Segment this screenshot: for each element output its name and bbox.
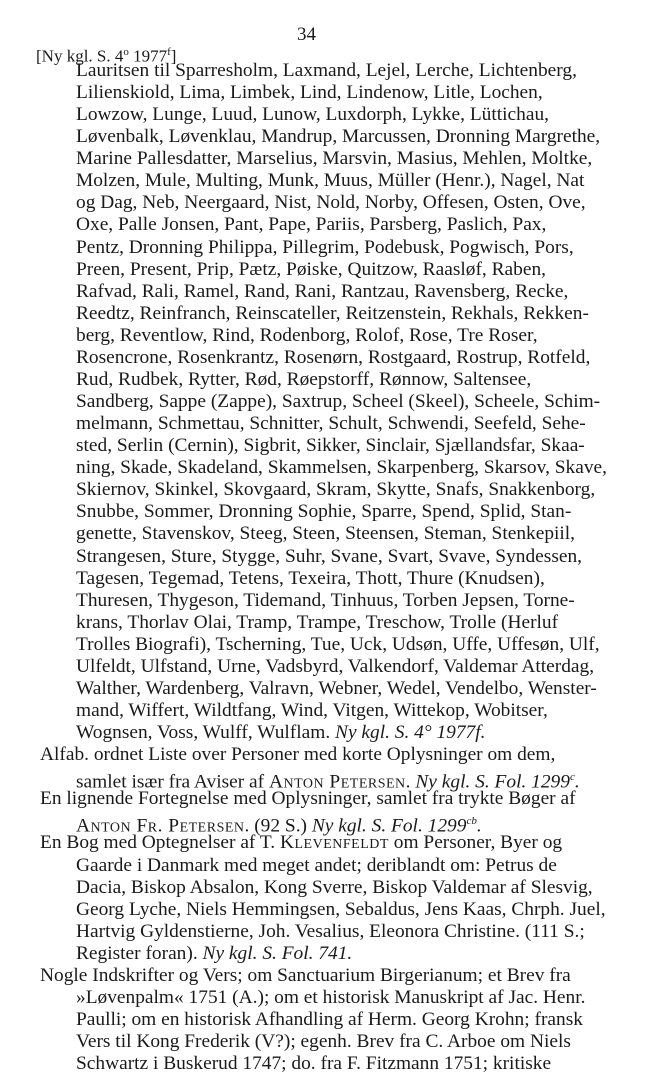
text-line — [76, 192, 586, 214]
line-text: Nogle Indskrifter og Vers; om Sanctuarium Birgerianum; et Brev fra — [40, 964, 571, 986]
line-text: . — [405, 771, 416, 793]
text-line — [76, 899, 606, 921]
line-text: Oxe, Palle Jonsen, Pant, Pape, Pariis, Parsberg, Paslich, Pax, — [76, 214, 547, 236]
line-text: Pentz, Dronning Philippa, Pillegrim, Podebusk, Pogwisch, Pors, — [76, 236, 574, 258]
page-number: 34 — [297, 24, 316, 45]
line-text: Preen, Present, Prip, Pætz, Pøiske, Quitzow, Raasløf, Raben, — [76, 258, 546, 280]
text-line — [76, 634, 600, 656]
shelfmark-degree: o — [123, 46, 129, 58]
text-line — [40, 965, 571, 987]
shelfmark-reference: Ny kgl. S. Fol. 1299 — [415, 771, 570, 793]
line-text: Løvenbalk, Løvenklau, Mandrup, Marcussen, Dronning Margrethe, — [76, 126, 601, 148]
text-line — [76, 148, 592, 170]
text-line — [76, 413, 586, 435]
text-line — [76, 921, 585, 943]
text-line — [76, 722, 486, 744]
line-text: Vers til Kong Frederik (V?); egenh. Brev fra C. Arboe om Niels — [76, 1031, 571, 1053]
line-text: Sandberg, Sappe (Zappe), Saxtrup, Scheel (Skeel), Scheele, Schim- — [76, 391, 601, 413]
text-line — [76, 1031, 571, 1053]
text-line — [76, 369, 531, 391]
line-text: Hartvig Gyldenstierne, Joh. Vesalius, Eleonora Christine. (111 S.; — [76, 920, 585, 942]
text-line — [76, 347, 590, 369]
shelfmark-prefix: [Ny kgl. S. 4 — [36, 46, 124, 66]
line-text: Trolles Biografi), Tscherning, Tue, Uck, Udsøn, Uffe, Uffesøn, Ulf, — [76, 633, 600, 655]
text-line — [76, 391, 600, 413]
text-line — [76, 523, 575, 545]
line-text: Register foran). — [76, 942, 203, 964]
text-line — [76, 259, 546, 281]
line-text: . — [476, 815, 482, 837]
shelfmark-number: 1977 — [128, 46, 168, 66]
text-line — [76, 855, 557, 877]
line-text: genette, Stavenskov, Steeg, Steen, Steensen, Steman, Stenkepiil, — [76, 523, 576, 545]
text-line — [40, 788, 576, 810]
text-line — [76, 325, 538, 347]
text-line — [76, 126, 600, 148]
line-text: En Bog med Optegnelser af T. — [40, 832, 280, 854]
text-line — [76, 457, 607, 479]
text-line — [76, 60, 577, 82]
line-text: Strangesen, Sture, Stygge, Suhr, Svane, Svart, Svave, Syndessen, — [76, 545, 583, 567]
shelfmark-superscript: f — [167, 46, 171, 58]
text-line — [76, 943, 352, 965]
line-text: Rud, Rudbek, Rytter, Rød, Røepstorff, Rønnow, Saltensee, — [76, 368, 532, 390]
line-text: »Løvenpalm« 1751 (A.); om et historisk Manuskript af Jac. Henr. — [76, 986, 586, 1008]
line-text: om Personer, Byer og — [388, 832, 563, 854]
line-text: Thuresen, Thygeson, Tidemand, Tinhuus, Torben Jepsen, Torne- — [76, 589, 575, 611]
line-text: mand, Wiffert, Wildtfang, Wind, Vitgen, Wittekop, Wobitser, — [76, 700, 548, 722]
line-text: Rosencrone, Rosenkrantz, Rosenørn, Rostgaard, Rostrup, Rotfeld, — [76, 346, 591, 368]
text-line — [76, 612, 558, 634]
text-line — [76, 656, 594, 678]
text-line — [40, 832, 562, 854]
text-line — [76, 303, 589, 325]
text-line — [76, 568, 545, 590]
shelfmark-reference: Ny kgl. S. Fol. 1299 — [311, 815, 467, 837]
line-text: Schwartz i Buskerud 1747; do. fra F. Fitzmann 1751; kritiske — [76, 1053, 552, 1075]
text-line — [76, 214, 546, 236]
line-text: Tagesen, Tegemad, Tetens, Texeira, Thott, Thure (Knudsen), — [76, 567, 545, 589]
text-line — [76, 546, 582, 568]
text-line — [76, 104, 549, 126]
text-line — [76, 170, 584, 192]
text-line — [76, 1053, 551, 1075]
shelfmark-reference: Ny kgl. S. 4° 1977f. — [335, 722, 486, 744]
line-text: Molzen, Mule, Multing, Munk, Muus, Müller (Henr.), Nagel, Nat — [76, 170, 585, 192]
line-text: sted, Serlin (Cernin), Sigbrit, Sikker, Sinclair, Sjællandsfar, Skaa- — [76, 435, 585, 457]
line-text: samlet især fra Aviser af — [76, 771, 269, 793]
text-line — [76, 435, 585, 457]
line-text: Marine Pallesdatter, Marselius, Marsvin, Masius, Mehlen, Moltke, — [76, 148, 593, 170]
line-text: Reedtz, Reinfranch, Reinscateller, Reitzenstein, Rekhals, Rekken- — [76, 302, 589, 324]
shelfmark-suffix: ] — [170, 46, 177, 66]
text-line — [76, 700, 548, 722]
line-text: En lignende Fortegnelse med Oplysninger, samlet fra trykte Bøger af — [40, 788, 576, 810]
line-text: melmann, Schmettau, Schnitter, Schult, Schwendi, Seefeld, Sehe- — [76, 413, 586, 435]
shelfmark-superscript: c — [569, 771, 575, 784]
line-text: Skiernov, Skinkel, Skovgaard, Skram, Skytte, Snafs, Snakkenborg, — [76, 479, 596, 501]
shelfmark-superscript: cb — [466, 815, 477, 828]
line-text: ning, Skade, Skadeland, Skammelsen, Skarpenberg, Skarsov, Skave, — [76, 457, 607, 479]
text-line — [40, 744, 555, 766]
text-line — [76, 678, 597, 700]
line-text: krans, Thorlav Olai, Tramp, Trampe, Treschow, Trolle (Herluf — [76, 611, 559, 633]
line-text: Georg Lyche, Niels Hemmingsen, Sebaldus, Jens Kaas, Chrph. Juel, — [76, 898, 606, 920]
line-text: Lauritsen til Sparresholm, Laxmand, Lejel, Lerche, Lichtenberg, — [76, 60, 577, 81]
line-text: . — [574, 771, 580, 793]
text-line — [76, 1009, 583, 1031]
line-text: Lowzow, Lunge, Luud, Lunow, Luxdorph, Lykke, Lüttichau, — [76, 104, 549, 126]
text-line — [76, 479, 595, 501]
line-text: Gaarde i Danmark med meget andet; deriblandt om: Petrus de — [76, 854, 557, 876]
author-name: Anton Fr. Petersen — [76, 815, 245, 837]
line-text: Snubbe, Sommer, Dronning Sophie, Sparre, Spend, Splid, Stan- — [76, 501, 572, 523]
line-text: Lilienskiold, Lima, Limbek, Lind, Lindenow, Litle, Lochen, — [76, 82, 543, 104]
shelfmark-reference: Ny kgl. S. Fol. 741. — [202, 942, 353, 964]
line-text: Ulfeldt, Ulfstand, Urne, Vadsbyrd, Valkendorf, Valdemar Atterdag, — [76, 655, 595, 677]
line-text: Alfab. ordnet Liste over Personer med korte Oplysninger om dem, — [40, 744, 556, 766]
line-text: Walther, Wardenberg, Valravn, Webner, Wedel, Vendelbo, Wenster- — [76, 677, 597, 699]
line-text: og Dag, Neb, Neergaard, Nist, Nold, Norby, Offesen, Osten, Ove, — [76, 192, 586, 214]
author-name: Anton Petersen — [268, 771, 406, 793]
line-text: Wognsen, Voss, Wulff, Wulflam. — [76, 722, 336, 744]
line-text: Dacia, Biskop Absalon, Kong Sverre, Biskop Valdemar af Slesvig, — [76, 876, 593, 898]
line-text: berg, Reventlow, Rind, Rodenborg, Rolof, Rose, Tre Roser, — [76, 324, 538, 346]
text-line — [76, 237, 574, 259]
text-line — [76, 82, 543, 104]
text-line — [76, 987, 585, 1009]
text-line — [76, 281, 568, 303]
author-name: Klevenfeldt — [280, 832, 389, 854]
text-line — [76, 877, 593, 899]
line-text: Paulli; om en historisk Afhandling af Herm. Georg Krohn; fransk — [76, 1009, 583, 1030]
line-text: . (92 S.) — [244, 815, 312, 837]
line-text: Rafvad, Rali, Ramel, Rand, Rani, Rantzau, Ravensberg, Recke, — [76, 280, 569, 302]
text-line — [76, 590, 575, 612]
text-line — [76, 501, 571, 523]
